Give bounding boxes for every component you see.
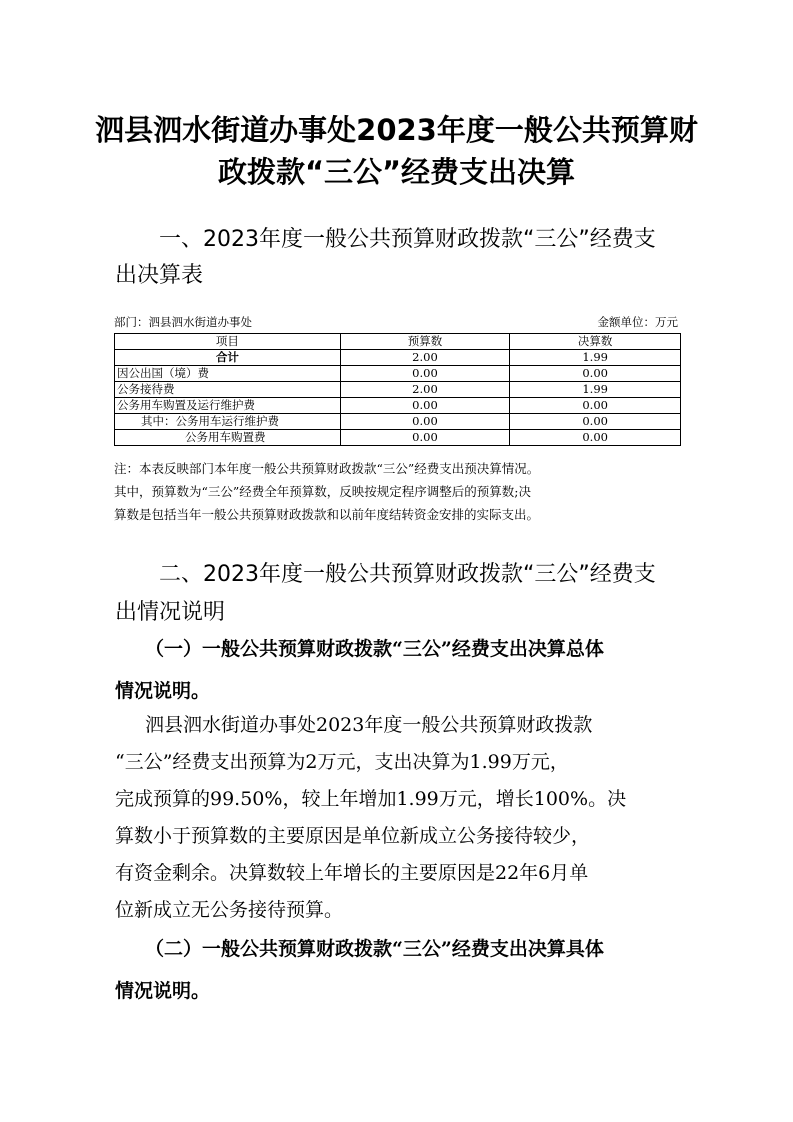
row-final: 1.99 [510, 350, 681, 366]
overall-explanation-paragraph [115, 707, 685, 929]
subsection-1-heading [115, 628, 685, 712]
row-item: 其中：公务用车运行维护费 [115, 414, 341, 430]
paragraph-line: 位新成立无公务接待预算。 [115, 899, 344, 921]
row-item: 因公出国（境）费 [115, 366, 341, 382]
row-budget: 0.00 [340, 414, 510, 430]
section-2-heading [115, 556, 685, 632]
paragraph-line: 完成预算的99.50%，较上年增加1.99万元，增长100%。决 [115, 788, 627, 810]
header-item: 项目 [115, 334, 341, 350]
row-item: 公务接待费 [115, 382, 341, 398]
row-final: 0.00 [510, 414, 681, 430]
row-final: 0.00 [510, 366, 681, 382]
row-final: 1.99 [510, 382, 681, 398]
row-budget: 0.00 [340, 398, 510, 414]
subsection-2-line-2: 情况说明。 [115, 980, 211, 1002]
table-note [114, 457, 684, 526]
row-final: 0.00 [510, 398, 681, 414]
table-row [115, 398, 681, 414]
table-header-row [115, 334, 681, 350]
note-line: 注：本表反映部门本年度一般公共预算财政拨款“三公”经费支出预决算情况。 [114, 461, 540, 476]
row-final: 0.00 [510, 430, 681, 446]
department-label: 部门：泗县泗水街道办事处 [114, 315, 252, 329]
row-item: 合计 [115, 350, 341, 366]
note-line: 算数是包括当年一般公共预算财政拨款和以前年度结转资金安排的实际支出。 [114, 507, 540, 522]
row-item: 公务用车购置费 [115, 430, 341, 446]
table-row [115, 414, 681, 430]
row-budget: 2.00 [340, 382, 510, 398]
row-budget: 0.00 [340, 430, 510, 446]
subsection-2-line-1: （二）一般公共预算财政拨款“三公”经费支出决算具体 [145, 938, 604, 960]
note-line: 其中，预算数为“三公”经费全年预算数，反映按规定程序调整后的预算数;决 [114, 484, 531, 499]
three-public-expenses-table [114, 333, 681, 446]
row-item: 公务用车购置及运行维护费 [115, 398, 341, 414]
table-row [115, 382, 681, 398]
table-row [115, 366, 681, 382]
subsection-2-heading [115, 928, 685, 1012]
paragraph-line: 泗县泗水街道办事处2023年度一般公共预算财政拨款 [145, 714, 593, 736]
header-budget: 预算数 [340, 334, 510, 350]
section-1-heading-line-2: 出决算表 [115, 263, 204, 288]
document-title-line-2: 政拨款“三公”经费支出决算 [217, 155, 576, 189]
unit-label: 金额单位：万元 [597, 315, 678, 329]
subsection-1-line-2: 情况说明。 [115, 680, 211, 702]
row-budget: 0.00 [340, 366, 510, 382]
document-title-line-1: 泗县泗水街道办事处2023年度一般公共预算财 [95, 113, 698, 147]
section-1-heading [115, 222, 685, 294]
paragraph-line: 算数小于预算数的主要原因是单位新成立公务接待较少， [115, 825, 591, 847]
table-row-total [115, 350, 681, 366]
row-budget: 2.00 [340, 350, 510, 366]
section-2-heading-line-2: 出情况说明 [115, 600, 226, 625]
paragraph-line: 有资金剩余。决算数较上年增长的主要原因是22年6月单 [115, 862, 589, 884]
section-1-heading-line-1: 一、2023年度一般公共预算财政拨款“三公”经费支 [159, 227, 656, 252]
subsection-1-line-1: （一）一般公共预算财政拨款“三公”经费支出决算总体 [145, 638, 604, 660]
header-final: 决算数 [510, 334, 681, 350]
section-2-heading-line-1: 二、2023年度一般公共预算财政拨款“三公”经费支 [159, 562, 656, 587]
table-row [115, 430, 681, 446]
paragraph-line: “三公”经费支出预算为2万元，支出决算为1.99万元， [115, 751, 569, 773]
